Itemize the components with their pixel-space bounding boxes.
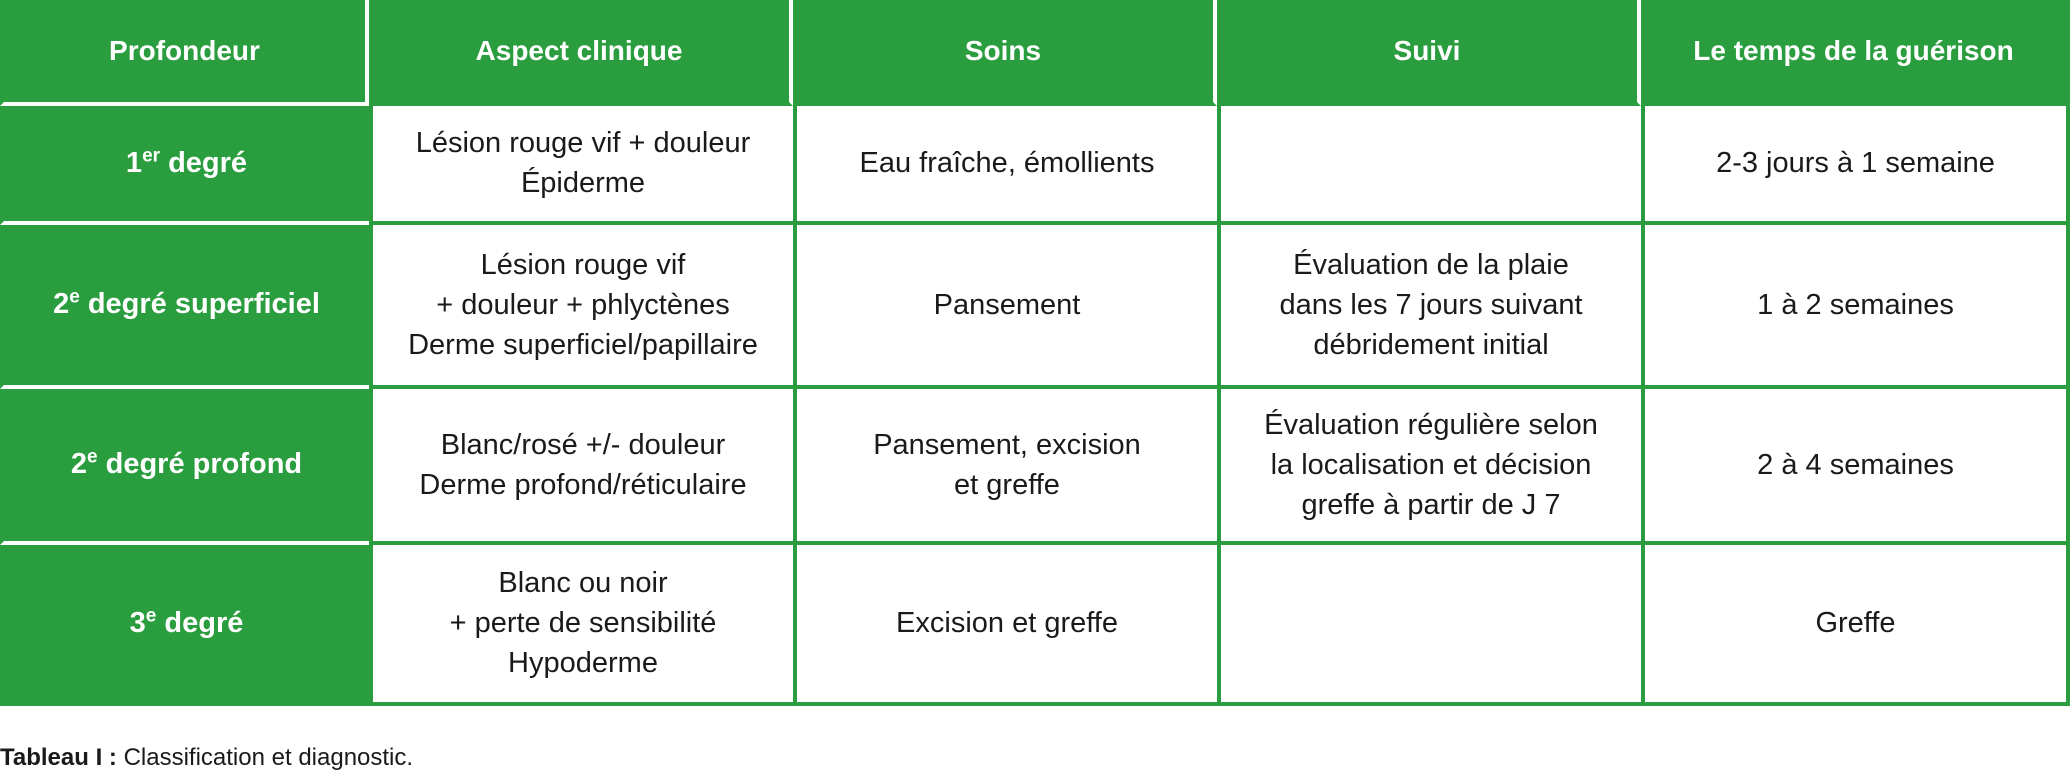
aspect-cell: Lésion rouge vif + douleur + phlyctènes Derme superficiel/papillaire — [369, 225, 793, 389]
depth-cell: 2e degré profond — [0, 389, 369, 545]
depth-cell: 1er degré — [0, 106, 369, 225]
soins-cell: Pansement, excision et greffe — [793, 389, 1217, 545]
soins-cell: Pansement — [793, 225, 1217, 389]
aspect-cell: Blanc/rosé +/- douleur Derme profond/réticulaire — [369, 389, 793, 545]
suivi-cell — [1217, 545, 1641, 706]
header-profondeur: Profondeur — [0, 0, 369, 106]
depth-cell: 2e degré superficiel — [0, 225, 369, 389]
depth-cell: 3e degré — [0, 545, 369, 706]
temps-cell: Greffe — [1641, 545, 2070, 706]
suivi-cell: Évaluation régulière selon la localisation et décision greffe à partir de J 7 — [1217, 389, 1641, 545]
header-soins: Soins — [793, 0, 1217, 106]
aspect-cell: Lésion rouge vif + douleur Épiderme — [369, 106, 793, 225]
soins-cell: Excision et greffe — [793, 545, 1217, 706]
table-row — [0, 106, 2070, 225]
table-row — [0, 545, 2070, 706]
soins-cell: Eau fraîche, émollients — [793, 106, 1217, 225]
temps-cell: 2-3 jours à 1 semaine — [1641, 106, 2070, 225]
temps-cell: 2 à 4 semaines — [1641, 389, 2070, 545]
header-row — [0, 0, 2070, 106]
aspect-cell: Blanc ou noir + perte de sensibilité Hypoderme — [369, 545, 793, 706]
suivi-cell: Évaluation de la plaie dans les 7 jours suivant débridement initial — [1217, 225, 1641, 389]
table-row — [0, 225, 2070, 389]
caption-text: Classification et diagnostic. — [116, 744, 414, 771]
temps-cell: 1 à 2 semaines — [1641, 225, 2070, 389]
table-caption — [0, 744, 413, 772]
caption-label: Tableau I : — [0, 744, 117, 771]
suivi-cell — [1217, 106, 1641, 225]
header-temps-guerison: Le temps de la guérison — [1641, 0, 2070, 106]
header-suivi: Suivi — [1217, 0, 1641, 106]
header-aspect-clinique: Aspect clinique — [369, 0, 793, 106]
table-row — [0, 389, 2070, 545]
